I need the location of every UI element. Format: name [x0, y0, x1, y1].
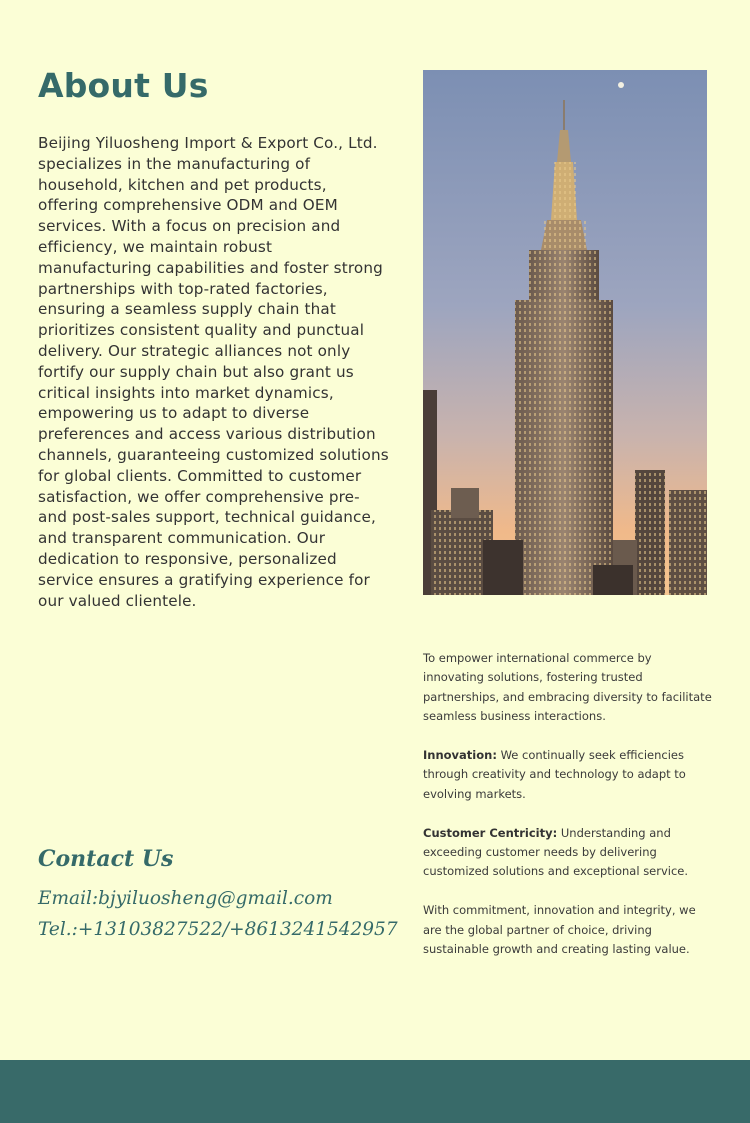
- contact-phone[interactable]: Tel.:+13103827522/+8613241542957: [38, 919, 398, 940]
- innovation-value: [423, 746, 713, 804]
- footer-band: [0, 1060, 750, 1123]
- customer-centricity-value: [423, 824, 713, 882]
- customer-centricity-label: Customer Centricity:: [423, 825, 558, 840]
- contact-email[interactable]: Email:bjyiluosheng@gmail.com: [38, 888, 333, 909]
- contact-title: Contact Us: [38, 846, 174, 872]
- company-values: [423, 649, 713, 979]
- mission-statement: To empower international commerce by innovating solutions, fostering trusted partnerships, and embracing diversity to facilitate seamless business interactions.: [423, 651, 712, 724]
- page-title: About Us: [38, 66, 209, 105]
- contact-section: [38, 845, 398, 945]
- customer-centricity-text: Understanding and exceeding customer needs by delivering customized solutions and exceptional service.: [423, 825, 689, 879]
- skyscraper-photo: [423, 70, 707, 595]
- innovation-text: We continually seek efficiencies through creativity and technology to adapt to evolving markets.: [423, 748, 686, 801]
- innovation-label: Innovation:: [423, 748, 497, 763]
- about-intro-text: Beijing Yiluosheng Import & Export Co., Ltd. specializes in the manufacturing of household, kitchen and pet products, offering comprehensive ODM and OEM services. With a focus on precision and efficiency, we maintain robust manufacturing capabilities and foster strong partnerships with top-rated factories, ensuring a seamless supply chain that prioritizes consistent quality and punctual delivery. Our strategic alliances not only fortify our supply chain but also grant us critical insights into market dynamics, empowering us to adapt to diverse preferences and access various distribution channels, guaranteeing customized solutions for global clients. Committed to customer satisfaction, we offer comprehensive pre- and post-sales support, technical guidance, and transparent communication. Our dedication to responsive, personalized service ensures a gratifying experience for our valued clientele.: [38, 134, 389, 610]
- closing-statement: With commitment, innovation and integrity, we are the global partner of choice, driving sustainable growth and creating lasting value.: [423, 903, 696, 957]
